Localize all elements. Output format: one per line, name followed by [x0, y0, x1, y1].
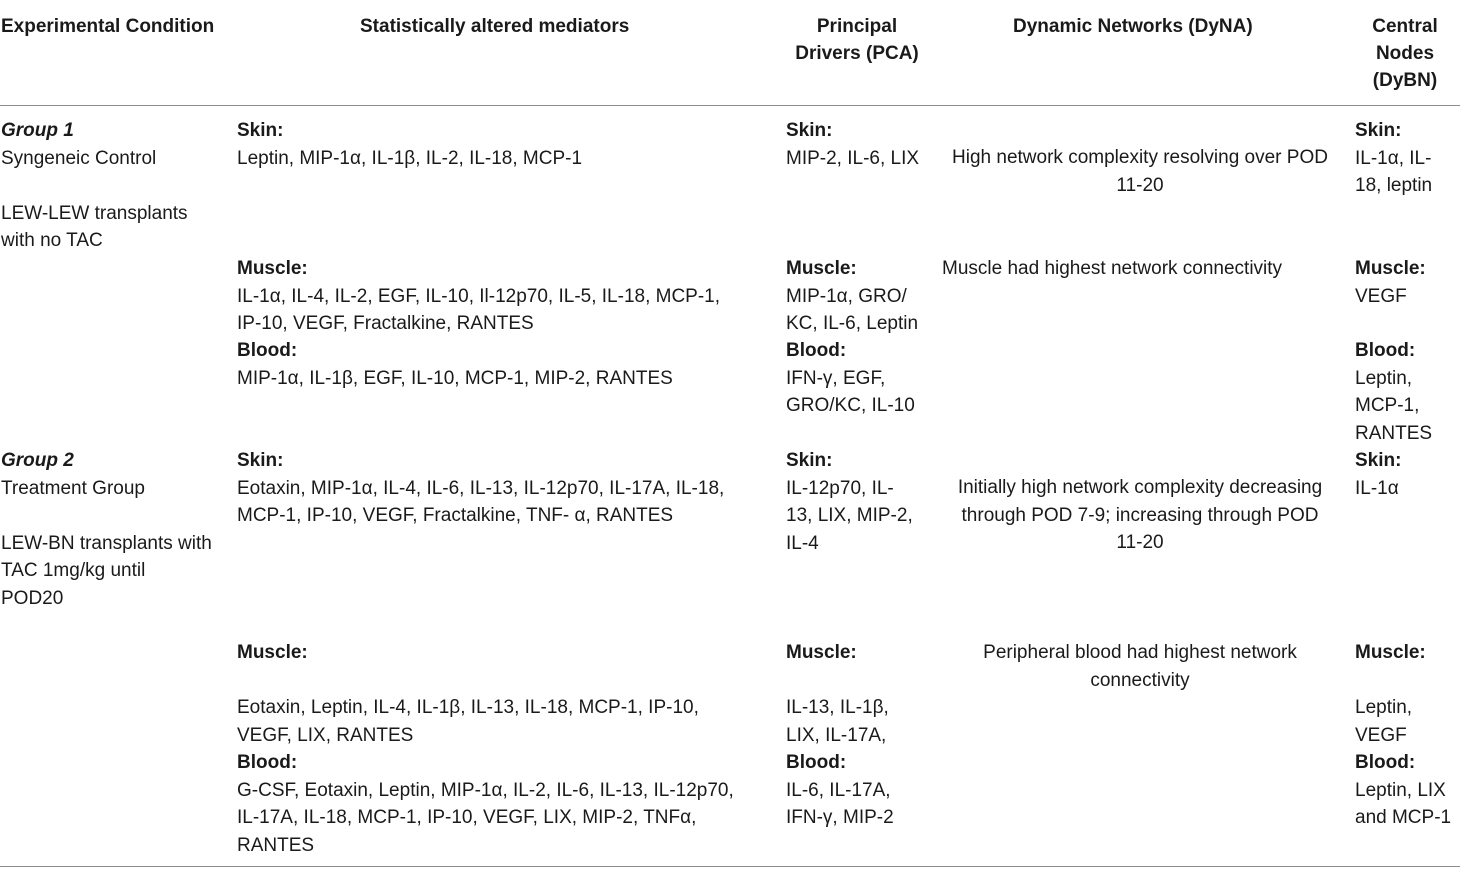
group1-condition: [1, 117, 188, 255]
tissue-label: Skin:: [786, 450, 833, 471]
tissue-label: Blood:: [1355, 340, 1416, 361]
network-text: connectivity: [1090, 669, 1190, 691]
driver-list: IL-4: [786, 532, 819, 554]
mediator-list: IP-10, VEGF, Fractalkine, RANTES: [237, 313, 534, 334]
g1-blood-drivers: [786, 337, 915, 420]
mediator-list: MIP-1α, IL-1β, EGF, IL-10, MCP-1, MIP-2, RANTES: [237, 367, 673, 389]
node-text: IL-1α: [1355, 477, 1399, 499]
mediator-list: IL-1α, IL-4, IL-2, EGF, IL-10, Il-12p70, IL-5, IL-18, MCP-1,: [237, 285, 721, 307]
group2-cond2-line: TAC 1mg/kg until: [1, 560, 146, 581]
g2-muscle-label-drivers: [786, 639, 857, 667]
g2-skin-mediators: [237, 447, 724, 530]
g1-muscle-network: Muscle had highest network connectivity: [942, 258, 1283, 279]
g2-muscle-label-mediators: [237, 639, 308, 667]
g2-skin-drivers: [786, 447, 913, 557]
node-text: Leptin, LIX: [1355, 779, 1446, 801]
group1-cond2-line: LEW-LEW transplants: [1, 202, 188, 224]
group1-title: Group 1: [1, 120, 74, 141]
g2-blood-nodes: [1355, 749, 1451, 832]
mediator-list: MCP-1, IP-10, VEGF, Fractalkine, TNF- α, RANTES: [237, 505, 674, 526]
tissue-label: Skin:: [786, 120, 833, 141]
header-text: Condition: [125, 16, 215, 37]
tissue-label: Skin:: [1355, 450, 1402, 471]
node-text: VEGF: [1355, 724, 1407, 746]
g1-muscle-mediators: [237, 255, 720, 338]
tissue-label: Muscle:: [1355, 258, 1426, 279]
driver-list: LIX, IL-17A,: [786, 724, 887, 746]
tissue-label: Muscle:: [786, 258, 857, 279]
tissue-label: Muscle:: [237, 642, 308, 663]
g2-muscle-network: [940, 639, 1340, 694]
group2-cond2-line: LEW-BN transplants with: [1, 532, 212, 554]
node-text: 18, leptin: [1355, 175, 1433, 196]
g2-skin-network: [940, 474, 1340, 557]
node-text: Leptin,: [1355, 697, 1413, 718]
mediator-list: IL-17A, IL-18, MCP-1, IP-10, VEGF, LIX, MIP-2, TNFα,: [237, 807, 697, 828]
node-text: IL-1α, IL-: [1355, 147, 1432, 169]
tissue-label: Blood:: [237, 752, 298, 773]
tissue-label: Muscle:: [1355, 642, 1426, 663]
tissue-label: Blood:: [786, 340, 847, 361]
header-experimental-condition: [1, 13, 214, 40]
driver-list: IFN-γ, EGF,: [786, 367, 886, 389]
driver-list: MIP-1α, GRO/: [786, 285, 907, 307]
g1-skin-mediators: [237, 117, 582, 172]
group1-cond2-line: with no TAC: [1, 230, 103, 251]
header-text: Drivers (PCA): [795, 43, 919, 64]
g2-muscle-nodes: [1355, 694, 1412, 749]
spacer: [1, 172, 188, 200]
network-text: High network complexity resolving over POD: [952, 147, 1328, 168]
header-rule: [0, 105, 1460, 106]
g1-blood-nodes: [1355, 337, 1432, 447]
header-text: Experimental: [1, 16, 121, 37]
mediator-list: VEGF, LIX, RANTES: [237, 724, 414, 746]
tissue-label: Blood:: [786, 752, 847, 773]
node-text: RANTES: [1355, 422, 1433, 444]
g2-muscle-label-nodes: [1355, 639, 1426, 667]
mediator-list: Eotaxin, MIP-1α, IL-4, IL-6, IL-13, IL-12p70, IL-17A, IL-18,: [237, 477, 725, 499]
mediator-list: RANTES: [237, 834, 315, 856]
driver-list: IL-13, IL-1β,: [786, 697, 889, 718]
driver-list: MIP-2, IL-6, LIX: [786, 147, 920, 169]
tissue-label: Muscle:: [786, 642, 857, 663]
group2-title: Group 2: [1, 450, 74, 471]
network-text: Peripheral blood had highest network: [983, 642, 1297, 663]
driver-list: IL-6, IL-17A,: [786, 779, 891, 801]
node-text: Leptin,: [1355, 367, 1413, 389]
network-text: through POD 7-9; increasing through POD: [961, 504, 1319, 526]
driver-list: IL-12p70, IL-: [786, 477, 894, 499]
driver-list: 13, LIX, MIP-2,: [786, 505, 913, 526]
tissue-label: Skin:: [1355, 120, 1402, 141]
tissue-label: Skin:: [237, 450, 284, 471]
mediator-list: G-CSF, Eotaxin, Leptin, MIP-1α, IL-2, IL-6, IL-13, IL-12p70,: [237, 779, 734, 801]
driver-list: KC, IL-6, Leptin: [786, 313, 919, 334]
g2-muscle-drivers: [786, 694, 889, 749]
group1-cond1: Syngeneic Control: [1, 147, 157, 169]
g1-muscle-nodes: [1355, 255, 1426, 310]
node-text: VEGF: [1355, 285, 1407, 307]
header-text: Nodes: [1375, 43, 1435, 64]
network-text: Initially high network complexity decreasing: [957, 477, 1323, 498]
mediator-list: Eotaxin, Leptin, IL-4, IL-1β, IL-13, IL-18, MCP-1, IP-10,: [237, 697, 699, 718]
node-text: MCP-1,: [1355, 395, 1420, 416]
header-principal-drivers: [782, 13, 932, 67]
g2-blood-drivers: [786, 749, 894, 832]
node-text: and MCP-1: [1355, 807, 1452, 828]
network-text: 11-20: [1116, 532, 1164, 553]
tissue-label: Muscle:: [237, 258, 308, 279]
group2-cond1: Treatment Group: [1, 477, 145, 499]
g1-blood-mediators: [237, 337, 673, 392]
mediator-list: Leptin, MIP-1α, IL-1β, IL-2, IL-18, MCP-1: [237, 147, 583, 169]
header-text: Principal: [816, 16, 898, 37]
header-text: Central: [1372, 16, 1438, 37]
g1-skin-nodes: [1355, 117, 1432, 200]
bottom-rule: [0, 866, 1460, 867]
g1-skin-network: [940, 144, 1340, 199]
g2-blood-mediators: [237, 749, 734, 859]
tissue-label: Blood:: [237, 340, 298, 361]
tissue-label: Blood:: [1355, 752, 1416, 773]
g1-muscle-drivers: [786, 255, 918, 338]
driver-list: IFN-γ, MIP-2: [786, 807, 894, 828]
g2-skin-nodes: [1355, 447, 1401, 502]
header-dynamic-networks: Dynamic Networks (DyNA): [1013, 16, 1253, 37]
tissue-label: Skin:: [237, 120, 284, 141]
group2-cond2-line: POD20: [1, 587, 64, 609]
header-mediators: Statistically altered mediators: [360, 16, 630, 37]
g2-muscle-mediators: [237, 694, 699, 749]
driver-list: GRO/KC, IL-10: [786, 395, 915, 416]
group2-condition: [1, 447, 212, 612]
header-central-nodes: [1350, 13, 1460, 94]
network-text: 11-20: [1116, 174, 1164, 196]
spacer: [1, 502, 212, 530]
g1-skin-drivers: [786, 117, 919, 172]
header-text: (DyBN): [1372, 70, 1438, 91]
